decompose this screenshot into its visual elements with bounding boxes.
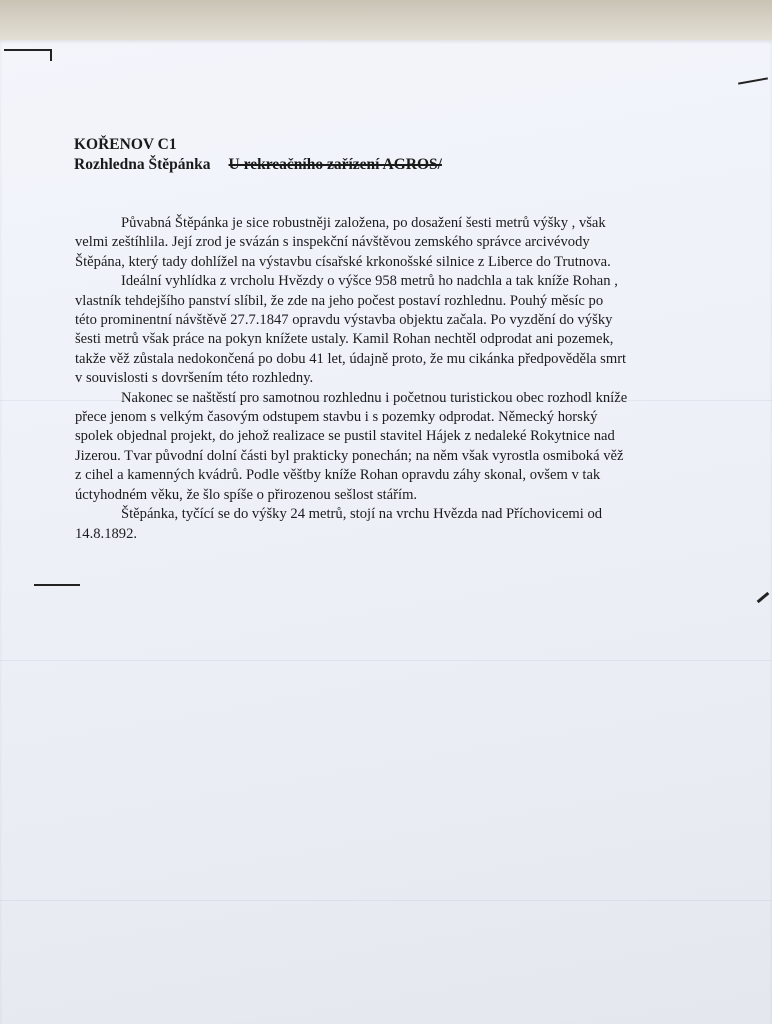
subtitle: Rozhledna Štěpánka: [74, 156, 211, 173]
text-line: přece jenom s velkým časovým odstupem stavbu i s pozemky odprodat. Německý horský: [75, 409, 598, 426]
text-line: velmi zeštíhlila. Její zrod je svázán s inspekční návštěvou zemského správce arcivévody: [75, 234, 590, 251]
text-line: úctyhodném věku, že šlo spíše o přirozenou sešlost stářím.: [75, 486, 418, 503]
paragraph-2: [75, 272, 735, 388]
pen-mark: [50, 49, 52, 61]
paper-fold: [0, 660, 772, 661]
text-line: Ideální vyhlídka z vrcholu Hvězdy o výšce 958 metrů ho nadchla a tak kníže Rohan ,: [121, 273, 618, 290]
text-line: takže věž zůstala nedokončená po dobu 41 let, údajně proto, že mu cikánka předpověděla smrt: [75, 350, 627, 367]
text-line: Nakonec se naštěstí pro samotnou rozhlednu i početnou turistickou obec rozhodl kníže: [121, 389, 628, 406]
struck-text: U rekreačního zařízení AGROS/: [228, 156, 442, 173]
paragraph-4: [75, 505, 735, 544]
text-line: Jizerou. Tvar původní dolní části byl prakticky ponechán; na něm však vyrostla osmiboká věž: [75, 447, 624, 464]
text-line: šesti metrů však práce na pokyn knížete ustaly. Kamil Rohan nechtěl odprodat ani pozemek,: [75, 331, 614, 348]
document-heading: [74, 135, 442, 175]
background-board: [0, 0, 772, 44]
pen-mark: [4, 49, 52, 51]
text-line: spolek objednal projekt, do jehož realizace se pustil stavitel Hájek z nedaleké Rokytnice nad: [75, 428, 615, 445]
text-line: Štěpánka, tyčící se do výšky 24 metrů, stojí na vrchu Hvězda nad Příchovicemi od: [121, 506, 603, 523]
text-line: Štěpána, který tady dohlížel na výstavbu císařské krkonošské silnice z Liberce do Trutnova.: [75, 253, 611, 270]
text-line: v souvislosti s dovršením této rozhledny.: [75, 370, 314, 387]
paper-fold: [0, 900, 772, 901]
text-line: z cihel a kamenných kvádrů. Podle věštby kníže Rohan opravdu záhy skonal, ovšem v tak: [75, 467, 601, 484]
text-line: této prominentní návštěvě 27.7.1847 opravdu výstavba objektu začala. Po vyzdění do výšky: [75, 312, 613, 329]
paragraph-1: [75, 214, 735, 272]
text-line: 14.8.1892.: [75, 525, 138, 542]
text-line: Půvabná Štěpánka je sice robustněji založena, po dosažení šesti metrů výšky , však: [121, 215, 606, 231]
text-line: vlastník tehdejšího panství slíbil, že zde na jeho počest postaví rozhlednu. Pouhý měsíc po: [75, 292, 604, 309]
paragraph-3: [75, 389, 735, 505]
title-line: KOŘENOV C1: [74, 136, 177, 153]
pen-mark: [34, 584, 80, 586]
document-body: [75, 214, 735, 544]
subtitle-line: [74, 155, 442, 175]
